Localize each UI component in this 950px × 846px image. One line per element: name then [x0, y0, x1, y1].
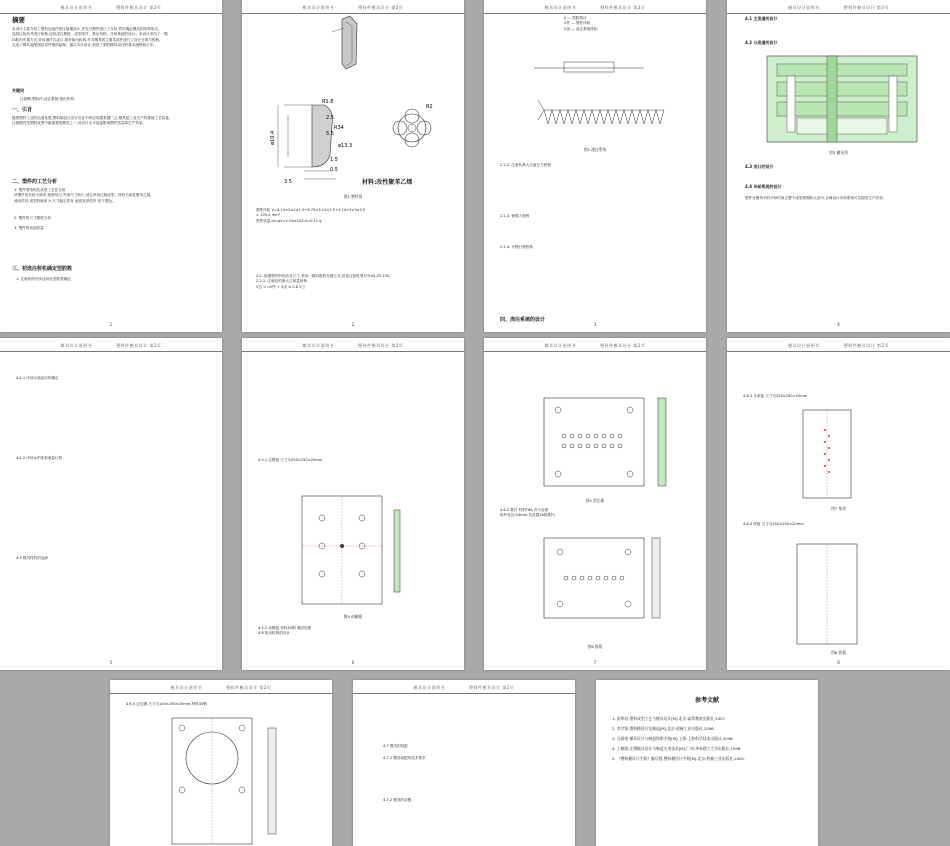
document-page-2 — [242, 0, 464, 332]
page-number: 1 — [109, 322, 113, 327]
process-body: 1. 塑件的结构及成型工艺性分析 该塑件形状较为简单,壁厚均匀,外形尺寸较小,适合采用注射成型。材料为改性聚苯乙烯, 流动性好,成型收缩率小,尺寸稳定性好,表面光泽性好,易于着色。 2. 塑件的尺寸精度分析 3. 塑件的表面质量 — [14, 188, 152, 230]
abstract-body: 本设计主要介绍了塑料连接件的注射模设计,首先对塑件进行了分析,然后确定模具的结构形式, 选择注射机并进行校核,包括浇注系统、成型零件、推出机构、冷却系统的设计。本设计采用了一模 四腔的布置方式,采用潜伏式浇口,推杆推出机构,并对模具的主要零部件进行了设计计算与校核, 完成了模具装配图及零件图的绘制。通过本次设计,熟悉了塑料模具设计的基本流程和方法。 — [12, 27, 168, 48]
document-page-5 — [0, 338, 222, 670]
keywords-text: 注射模;塑料件;浇注系统;推出机构 — [20, 97, 74, 101]
page-header: 模具设计说明书 塑料件模具设计 第2页 — [242, 5, 464, 14]
document-page-3 — [484, 0, 706, 332]
document-page-6 — [242, 338, 464, 670]
page-number: 7 — [593, 660, 597, 665]
section-machine-heading: 三、初选注射机确定型腔数 — [12, 266, 73, 272]
part-section-drawing — [264, 95, 354, 185]
section-intro-heading: 一、引言 — [12, 107, 33, 113]
figure-caption-top: 图7 垫块 — [830, 506, 846, 511]
page-header: 模具设计说明书 塑料件模具设计 第2页 — [727, 343, 950, 352]
reference-item: 2. 李学锋.塑料模设计及制造[M].北京:机械工业出版社,2006. — [612, 726, 715, 731]
machine-sub: 1. 注射机的初步选择及型腔数确定 — [16, 277, 71, 281]
legend-list: n — 型腔数目 V件 — 塑件体积 V浇 — 浇注系统体积 — [564, 16, 598, 31]
mold-assembly-drawing — [767, 56, 917, 146]
page-header: 模具设计说明书 塑料件模具设计 第2页 — [242, 343, 464, 352]
section-runner-heading: 四、浇注系统的设计 — [500, 317, 546, 323]
part-top-view-drawing — [382, 98, 442, 158]
body-text-2: 4.6.4 底板 尺寸为250×200×20mm — [743, 522, 804, 526]
section-branch-heading: 4.2 分流道的设计 — [745, 40, 778, 45]
figure-caption: 图8 底板 — [830, 650, 846, 655]
page-header: 模具设计说明书 塑料件模具设计 第2页 — [727, 5, 950, 14]
document-page-7 — [484, 338, 706, 670]
calculation-text: 塑件体积 V=3.14×2×2×1.5+8.75×3.14×1.5+3.14×3×3×0.5 ≈ 105.4 mm³ 塑件质量 m=ρV=1.05×105.4=0.11 g — [256, 208, 366, 223]
push-plate-drawing — [544, 538, 674, 638]
figure-caption: 图1 塑件图 — [343, 194, 363, 199]
references-list — [612, 714, 808, 764]
dim-35: 3.5 — [284, 179, 292, 185]
section-sprue-heading: 4.1 主流道的设计 — [745, 16, 778, 21]
material-label: 材料:改性聚苯乙烯 — [362, 179, 413, 186]
moving-plate-drawing — [302, 496, 412, 606]
figure-caption: 图6 推板 — [587, 644, 603, 649]
page-header: 模具设计说明书 塑料件模具设计 第2页 — [484, 343, 706, 352]
page-number: 3 — [593, 322, 597, 327]
locating-ring-drawing — [172, 718, 292, 846]
document-page-9 — [110, 680, 332, 846]
abstract-title: 摘要 — [12, 16, 25, 24]
base-plate-drawing — [797, 544, 877, 654]
page-number: 5 — [109, 660, 113, 665]
page-number: 4 — [837, 322, 840, 327]
body-text: 4.6.2 推杆 材料T8A 淬火处理 推杆直径为4mm,共设置16根推杆。 — [500, 508, 559, 518]
reference-item: 4. 王树勋.注塑模具设计与制造实用技术[M].广州:华南理工大学出版社,1996. — [612, 746, 742, 751]
figure-caption: 图4 动模板 — [343, 614, 363, 619]
part-profile-drawing — [322, 14, 382, 74]
page-header: 模具设计说明书 塑料件模具设计 第2页 — [0, 5, 222, 14]
dim-25: 2.5 — [326, 115, 334, 121]
dim-55: 5.5 — [326, 131, 334, 137]
dim-d133: ø13.3 — [338, 143, 353, 149]
dim-r34: R34 — [334, 125, 344, 131]
body-text: 4.4.1 冷却水道直径的确定 4.4.2 冷却水的体积流量计算 4.5 模具材料的选择 — [16, 376, 63, 560]
dim-r2: R2 — [426, 104, 433, 110]
section-process-heading: 二、塑件的工艺分析 — [12, 179, 58, 185]
section-cooling-heading: 4.4 冷却系统的设计 — [745, 184, 782, 189]
references-title: 参考文献 — [694, 697, 719, 704]
core-plate-drawing — [544, 394, 674, 494]
body-text: 4.6.5 定位圈 尺寸为100×250×20mm,材料45钢 — [126, 702, 207, 706]
document-page-8 — [727, 338, 950, 670]
runner-system-drawing — [524, 50, 674, 150]
body-text: 2.2.2. 注射机最大注射压力校核 2.2.3. 锁模力校核 2.2.4. 开模行程校核 — [500, 163, 551, 249]
spacer-block-drawing — [803, 410, 873, 500]
dim-05: 0.5 — [330, 167, 338, 173]
page-header: 模具设计说明书 塑料件模具设计 第2页 — [353, 685, 575, 694]
dim-r18: R1.8 — [322, 99, 334, 105]
reference-item: 3. 冯炳尧.模具设计与制造简明手册[M].上海:上海科学技术出版社,2008. — [612, 736, 734, 741]
document-page-10 — [353, 680, 575, 846]
body-text: 2.2. 根据塑件的形状及尺寸,采用一模四腔的布置方式,初选注射机型号为XS-ZY-125。 2.2.1. 注射机的最大注射量校核 V总 = nV件 + V浇 ≤ 0.8 V公 — [256, 274, 393, 289]
figure-caption: 图3 模具图 — [829, 150, 848, 155]
document-page-1 — [0, 0, 222, 332]
reference-item: 1. 屈华昌.塑料成型工艺与模具设计[M].北京:高等教育出版社,2007. — [612, 716, 727, 721]
body-text: 4.7 模具的装配 4.7.1 模具装配的技术要求 4.7.2 模具的试模 — [383, 744, 426, 802]
page-number: 6 — [351, 660, 355, 665]
body-text: 塑件在模具中的冷却时间占整个成型周期的大部分,合理设计冷却系统可以提高生产效率。 — [745, 196, 887, 200]
dim-d104: ø10.4 — [270, 130, 276, 145]
figure-caption-top: 图5 型芯板 — [585, 498, 605, 503]
page-number: 2 — [351, 322, 355, 327]
reference-item: 5. 《塑料模设计手册》编写组.塑料模设计手册[M].北京:机械工业出版社,2002. — [612, 756, 746, 761]
document-page-11 — [596, 680, 818, 846]
intro-body: 随着塑料工业的迅速发展,塑料制品在各行各业中的应用越来越广泛,模具是工业生产的基础工艺装备, 注射模具是塑料成型中最重要的模具之一,其设计水平直接影响塑件质量和生产效率。 — [12, 116, 170, 126]
body-text: 4.5.2 动模板 材料45钢 调质处理 4.6 推出机构的设计 — [258, 626, 312, 636]
dim-15: 1.5 — [330, 157, 338, 163]
page-header: 模具设计说明书 塑料件模具设计 第2页 — [0, 343, 222, 352]
page-number: 8 — [837, 660, 840, 665]
page-header: 模具设计说明书 塑料件模具设计 第2页 — [110, 685, 332, 694]
section-gate-heading: 4.3 浇口的设计 — [745, 164, 774, 169]
keywords-label: 关键词 — [12, 88, 24, 93]
page-header: 模具设计说明书 塑料件模具设计 第2页 — [484, 5, 706, 14]
figure-caption: 图2 浇注系统 — [583, 147, 607, 152]
body-text-top: 4.5.1 定模板 尺寸为250×250×25mm — [258, 458, 323, 462]
body-text: 4.6.3 支承板 尺寸为250×250×25mm — [743, 394, 808, 398]
document-page-4 — [727, 0, 950, 332]
